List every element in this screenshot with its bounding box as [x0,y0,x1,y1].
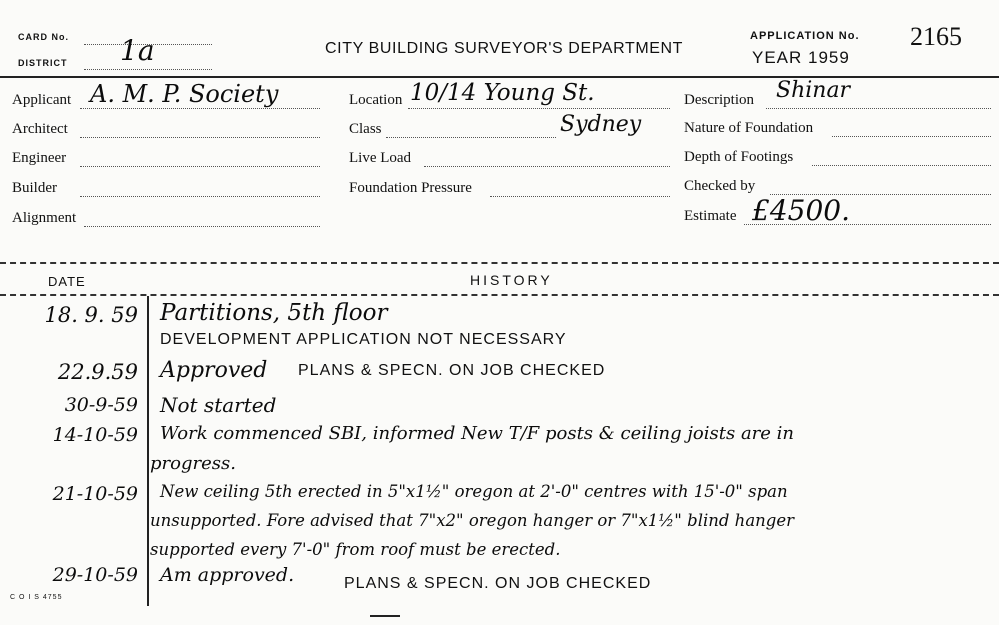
builder-label: Builder [12,180,57,196]
applicant-line [80,108,320,109]
history-text-continued: progress. [150,453,236,474]
live-load-label: Live Load [349,150,412,166]
description-line [766,108,991,109]
engineer-line [80,166,320,167]
description-value: Shinar [776,78,851,103]
history-date: 30-9-59 [64,394,138,416]
department-title: CITY BUILDING SURVEYOR'S DEPARTMENT [325,40,684,57]
history-text: Not started [160,393,277,417]
alignment-line [84,226,320,227]
history-stamp: DEVELOPMENT APPLICATION NOT NECESSARY [160,331,567,348]
history-date: 21-10-59 [52,483,138,505]
nature-foundation-label: Nature of Foundation [684,120,814,136]
location-line [408,108,670,109]
architect-label: Architect [12,121,68,137]
engineer-label: Engineer [12,150,67,166]
date-header: DATE [48,274,86,289]
district-value: 1a [120,34,155,67]
history-date: 18. 9. 59 [44,303,138,327]
history-text: Partitions, 5th floor [160,300,388,326]
applicant-value: A. M. P. Society [90,80,279,108]
depth-footings-line [812,165,991,166]
history-date: 22.9.59 [57,360,138,384]
estimate-value: £4500. [752,194,850,227]
history-text: Approved [160,358,268,383]
year-label: YEAR 1959 [752,48,850,67]
history-header-rule [0,294,999,296]
description-label: Description [684,92,754,108]
history-date: 29-10-59 [52,564,138,586]
foundation-pressure-line [490,196,670,197]
date-column-divider [147,296,149,606]
card-no-label: CARD No. [18,32,69,42]
foundation-pressure-label: Foundation Pressure [349,180,472,196]
applicant-label: Applicant [12,92,72,108]
class-line [386,137,556,138]
history-date: 14-10-59 [52,424,138,446]
history-text: Work commenced SBI, informed New T/F posts & ceiling joists are in [160,423,795,444]
form-code: C O I S 4755 [10,594,63,601]
architect-line [80,137,320,138]
location-value-1: 10/14 Young St. [410,80,595,106]
district-line [84,69,212,70]
history-stamp: PLANS & SPECN. ON JOB CHECKED [344,575,652,592]
history-text: New ceiling 5th erected in 5"x1½" oregon at 2'-0" centres with 15'-0" span [160,482,788,501]
estimate-label: Estimate [684,208,737,224]
class-label: Class [349,121,382,137]
history-header: HISTORY [470,272,553,288]
history-text-continued: unsupported. Fore advised that 7"x2" oregon hanger or 7"x1½" blind hanger [150,511,794,530]
application-number: 2165 [910,22,962,51]
depth-footings-label: Depth of Footings [684,149,794,165]
checked-by-label: Checked by [684,178,756,194]
nature-foundation-line [832,136,991,137]
builder-line [80,196,320,197]
history-stamp: PLANS & SPECN. ON JOB CHECKED [298,362,606,379]
application-no-label: APPLICATION No. [750,30,860,42]
history-top-rule [0,262,999,264]
location-value-2: Sydney [560,112,642,137]
live-load-line [424,166,670,167]
location-label: Location [349,92,403,108]
history-text: Am approved. [160,564,295,586]
district-label: DISTRICT [18,58,68,68]
footer-mark [370,615,400,617]
alignment-label: Alignment [12,210,77,226]
history-text-continued: supported every 7'-0" from roof must be erected. [150,540,561,559]
